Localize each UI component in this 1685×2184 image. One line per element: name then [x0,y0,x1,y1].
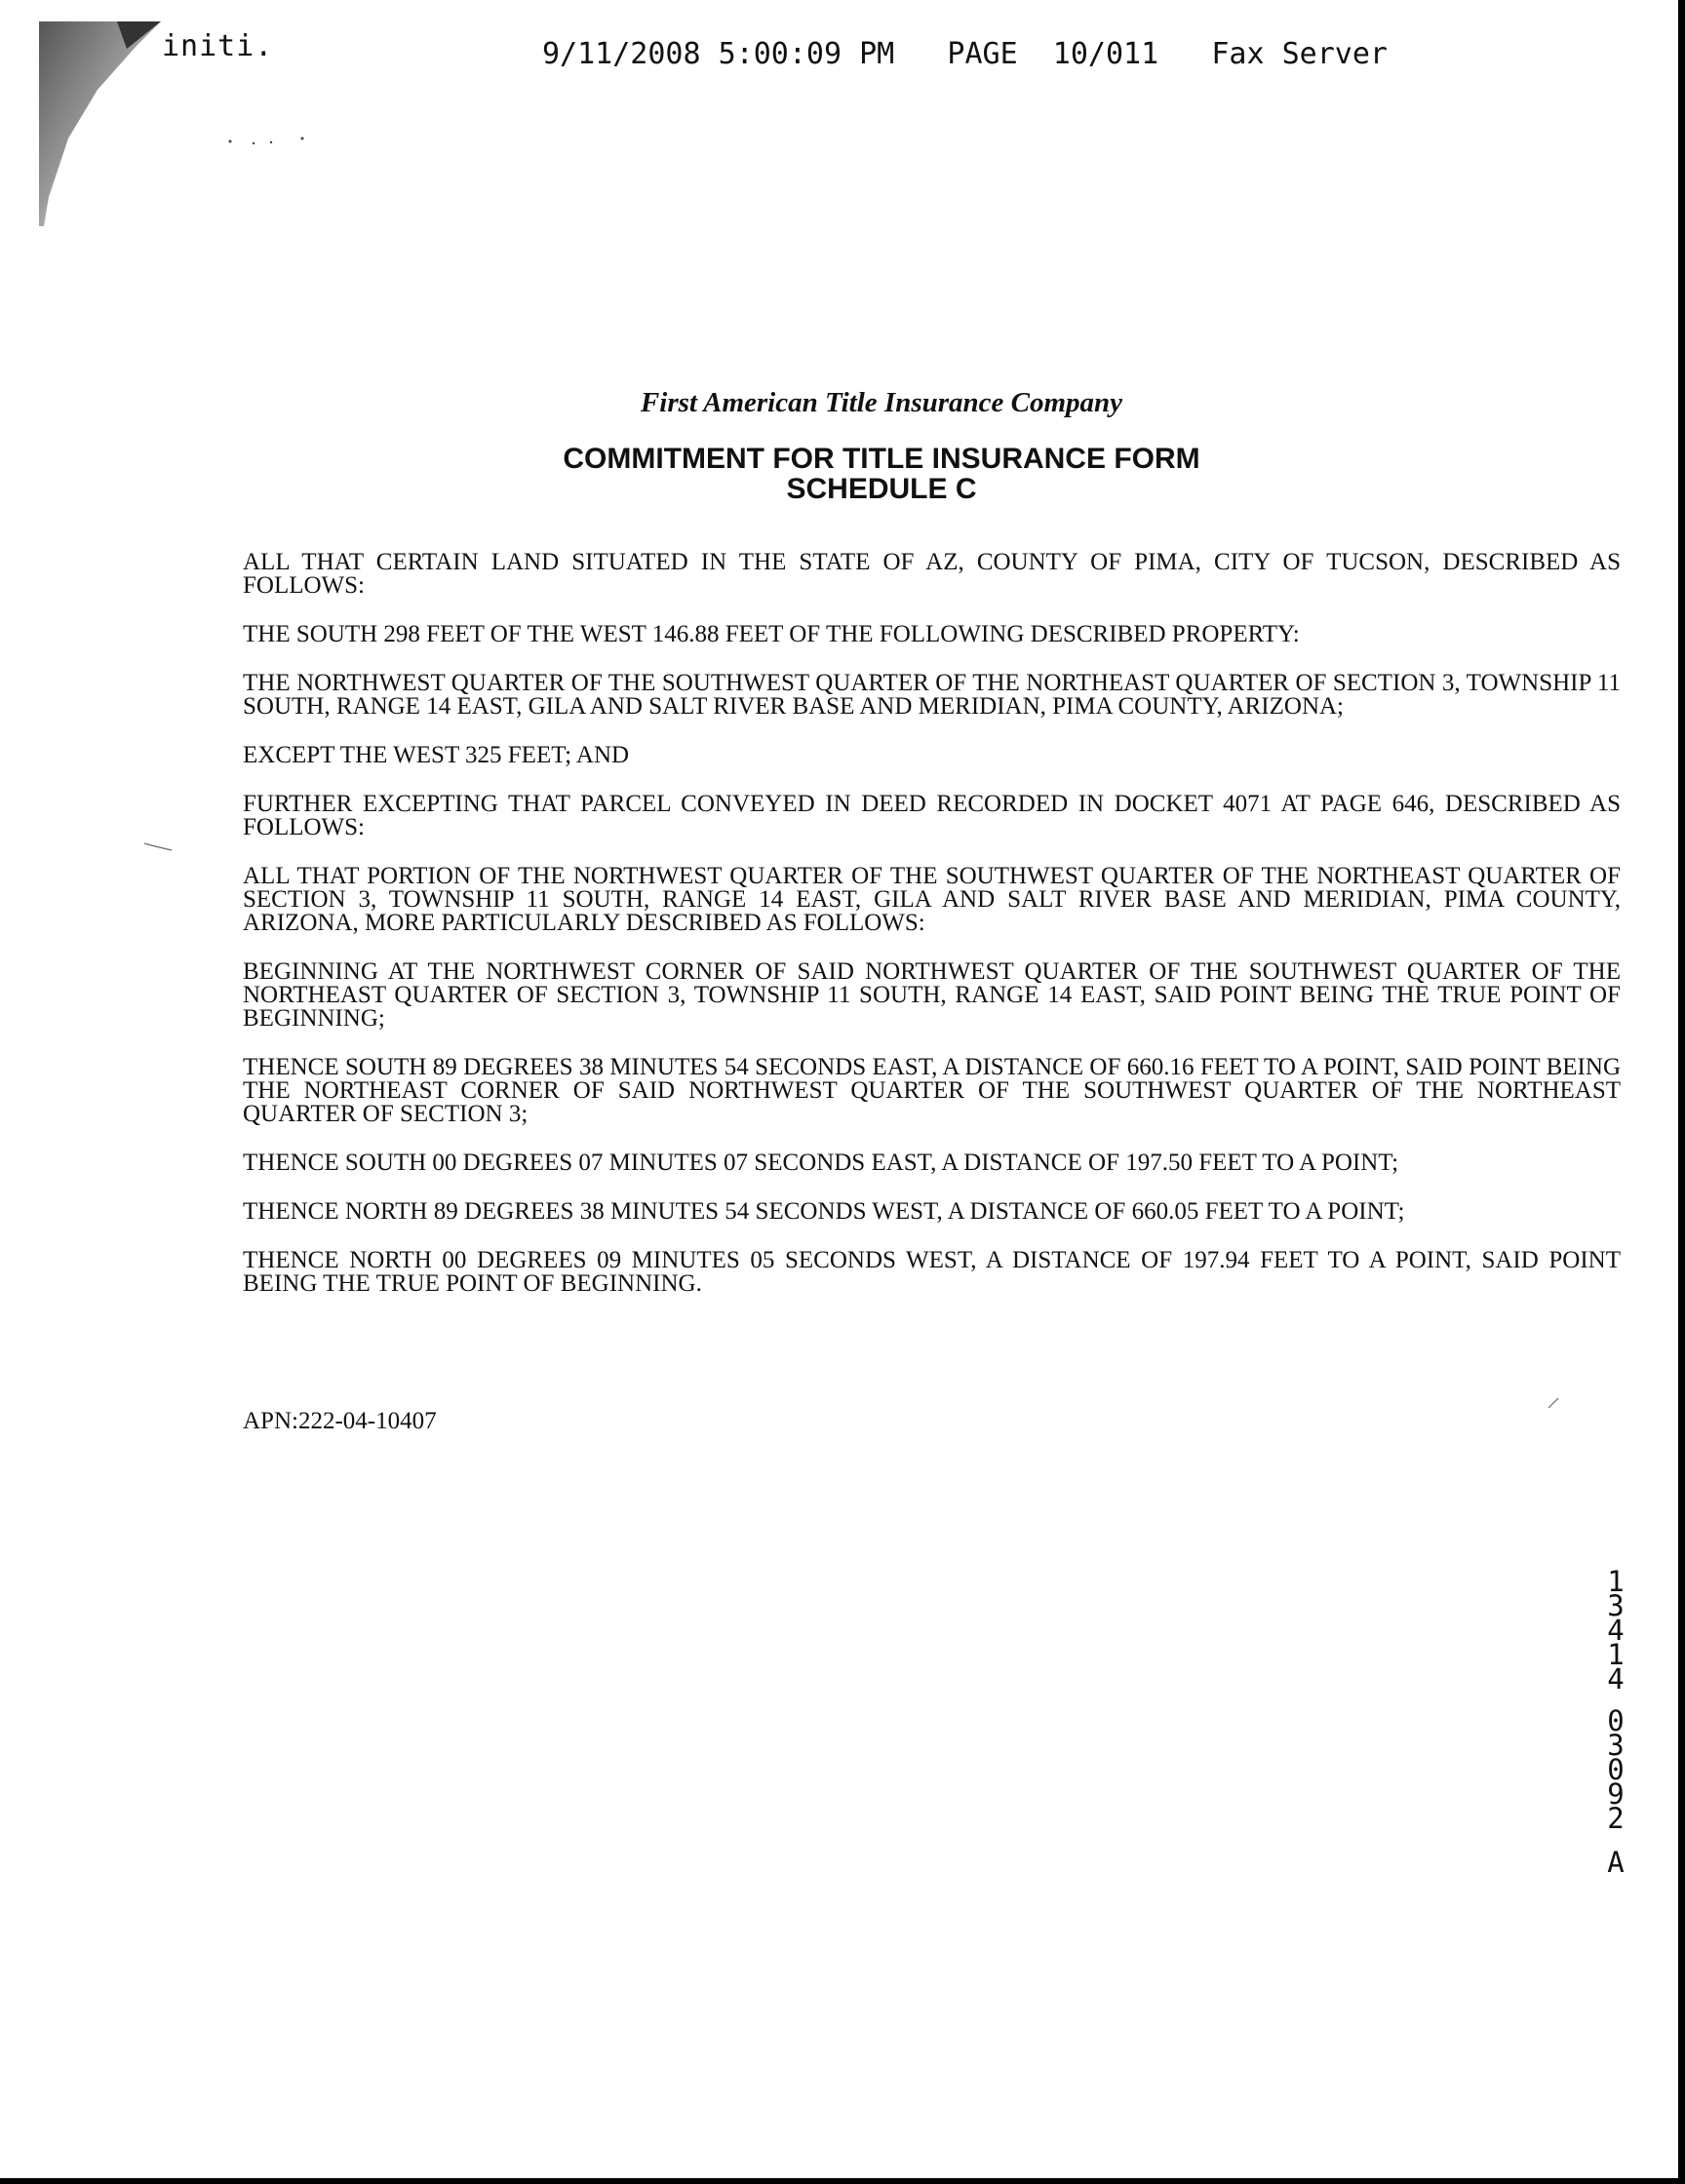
stamp-digit: 1 [1607,1638,1625,1671]
fax-header [542,37,1388,71]
stamp-digit: 0 [1607,1753,1625,1786]
form-title [0,444,1685,504]
company-name: First American Title Insurance Company [640,387,1123,418]
stamp-digit: 2 [1607,1802,1625,1835]
scan-specks [226,135,314,148]
paragraph: THENCE NORTH 00 DEGREES 09 MINUTES 05 SECONDS WEST, A DISTANCE OF 197.94 FEET TO A POINT, SAID POINT BEING THE TRUE POINT OF BEGINNING. [243,1247,1621,1297]
paragraph: ALL THAT CERTAIN LAND SITUATED IN THE STATE OF AZ, COUNTY OF PIMA, CITY OF TUCSON, DESCRIBED AS FOLLOWS: [243,549,1621,599]
paragraph: THE SOUTH 298 FEET OF THE WEST 146.88 FEET OF THE FOLLOWING DESCRIBED PROPERTY: [243,621,1300,647]
page-border-bottom [0,2178,1685,2184]
stamp-suffix: A [1607,1846,1625,1879]
apn-number: APN:222-04-10407 [243,1408,437,1434]
stamp-digit: 4 [1607,1662,1625,1696]
stamp-digit: 0 [1607,1704,1625,1737]
paragraph: THENCE NORTH 89 DEGREES 38 MINUTES 54 SECONDS WEST, A DISTANCE OF 660.05 FEET TO A POINT; [243,1198,1405,1225]
fax-logo: initi. [162,29,274,63]
paragraph: FURTHER EXCEPTING THAT PARCEL CONVEYED IN DEED RECORDED IN DOCKET 4071 AT PAGE 646, DESCRIBED AS FOLLOWS: [243,791,1621,840]
fax-datetime: 9/11/2008 5:00:09 PM [542,37,895,71]
paragraph: EXCEPT THE WEST 325 FEET; AND [243,742,630,768]
paragraph: ALL THAT PORTION OF THE NORTHWEST QUARTER OF THE SOUTHWEST QUARTER OF THE NORTHEAST QUARTER OF SECTION 3, TOWNSHIP 11 SOUTH, RANGE 14 EAST, GILA AND SALT RIVER BASE AND MERIDIAN, PIMA COUNTY, ARIZONA, MORE PARTICULARLY DESCRIBED AS FOLLOWS: [243,863,1621,936]
stamp-digit: 3 [1607,1729,1625,1762]
page-border-right [1678,0,1685,2184]
margin-mark [144,840,174,852]
margin-mark [1547,1396,1560,1410]
form-title-line2: SCHEDULE C [786,473,977,505]
stamp-digit: 1 [1607,1565,1625,1598]
stamp-digit: 9 [1607,1777,1625,1811]
paragraph: BEGINNING AT THE NORTHWEST CORNER OF SAID NORTHWEST QUARTER OF THE SOUTHWEST QUARTER OF THE NORTHEAST QUARTER OF SECTION 3, TOWNSHIP 11 SOUTH, RANGE 14 EAST, SAID POINT BEING THE TRUE POINT OF BEGINNING; [243,958,1621,1032]
fax-page-number: 10/011 [1052,37,1159,71]
stamp-digit: 4 [1607,1614,1625,1647]
form-title-line1: COMMITMENT FOR TITLE INSURANCE FORM [563,443,1200,475]
paragraph: THENCE SOUTH 00 DEGREES 07 MINUTES 07 SECONDS EAST, A DISTANCE OF 197.50 FEET TO A POINT; [243,1150,1399,1176]
fax-server: Fax Server [1211,37,1388,71]
scan-corner-smudge [39,21,166,226]
legal-description [243,551,1621,1321]
paragraph: THENCE SOUTH 89 DEGREES 38 MINUTES 54 SECONDS EAST, A DISTANCE OF 660.16 FEET TO A POINT, SAID POINT BEING THE NORTHEAST CORNER OF SAID NORTHWEST QUARTER OF THE SOUTHWEST QUARTER OF THE NORTHEAST QUARTER OF SECTION 3; [243,1054,1621,1127]
document-stamp-number [1599,1565,1632,1879]
fax-page-label: PAGE [947,37,1018,71]
stamp-digit: 3 [1607,1589,1625,1622]
paragraph: THE NORTHWEST QUARTER OF THE SOUTHWEST QUARTER OF THE NORTHEAST QUARTER OF SECTION 3, TOWNSHIP 11 SOUTH, RANGE 14 EAST, GILA AND SALT RIVER BASE AND MERIDIAN, PIMA COUNTY, ARIZONA; [243,670,1621,720]
